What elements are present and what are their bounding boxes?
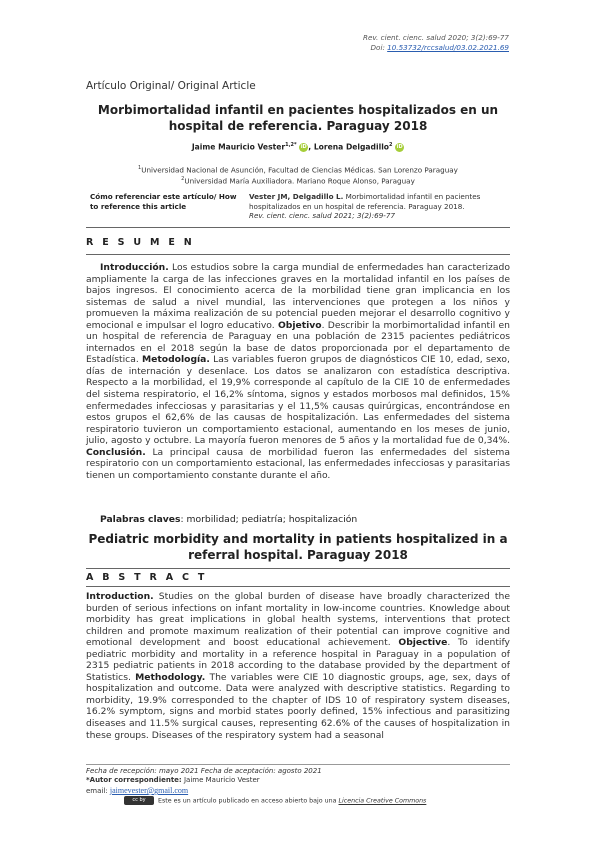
license-text: Este es un artículo publicado en acceso abierto bajo una [158,797,339,805]
doi-link[interactable]: 10.53732/rccsalud/03.02.2021.69 [387,43,509,52]
orcid-icon[interactable]: iD [300,144,307,151]
corr-label: *Autor correspondiente: [86,776,182,784]
affiliation-1 [86,164,510,175]
keywords [100,514,357,525]
affiliation-1-text: Universidad Nacional de Asunción, Facultad de Ciencias Médicas. San Lorenzo Paraguay [141,165,458,175]
resumen-method: Las variables fueron grupos de diagnósticos CIE 10, edad, sexo, días de internación y desenlace. Los datos se analizaron con estadística descriptiva. Respecto a la morbilidad, el 19,9% corresponde al capítulo de la CIE 10 de enfermedades del sistema respiratorio, el 16,2% síntoma, signos y estados morbosos mal definidos, 15% enfermedades infecciosas y parasitarias y el 11,5% causas quirúrgicas, encontrándose en estos grupos el 62,6% de las causas de hospitalización. Las enfermedades del sistema respiratorio tuvieron un comportamiento estacional, aumentando en los meses de junio, julio, agosto y octubre. La mayoría fueron menores de 5 años y la mortalidad fue de 0,34%. [86,354,510,447]
footer-dates: Fecha de recepción: mayo 2021 Fecha de aceptación: agosto 2021 [86,767,322,775]
resumen-intro-label: Introducción. [100,262,169,273]
divider [86,586,510,587]
cite-journal: Rev. cient. cienc. salud 2021; 3(2):69-77 [249,211,396,220]
affiliation-2 [86,175,510,186]
creative-commons-icon[interactable]: cc by [124,796,154,805]
keywords-text: : morbilidad; pediatría; hospitalización [180,514,358,525]
footer-license [124,796,426,805]
email-label: email: [86,787,110,795]
author-separator: , [308,142,314,152]
cite-text: Morbimortalidad infantil en pacientes hospitalizados en un hospital de referencia. Paraguay 2018. [249,192,481,211]
license-link[interactable]: Licencia Creative Commons [338,797,427,805]
resumen-intro: Los estudios sobre la carga mundial de enfermedades han caracterizado ampliamente la carga de las infecciones graves en la mortalidad infantil en los países de bajos ingresos. El conocimiento acerca de la morbilidad tiene gran implicancia en los sistemas de salud a nivel mundial, las intervenciones que protegen a los niños y promueven la máxima realización de su potencial pueden mejorar el desarrollo cognitivo y emocional e impulsar el logro educativo. [86,262,510,331]
doi-label: Doi: [370,43,388,52]
divider [86,254,510,255]
orcid-icon[interactable]: iD [396,144,403,151]
footer-email [86,786,188,795]
abstract-intro: Studies on the global burden of disease have broadly characterized the burden of serious infections on infant mortality in low-income countries. Knowledge about morbidity has great implications in global health systems, interventions that protect children and promote maximum realization of their potential can improve cognitive and emotional development and boost educational achievement. [86,591,510,649]
resumen-body [86,262,510,481]
cite-authors: Vester JM, Delgadillo L. [249,192,344,201]
abstract-body [86,591,510,763]
abstract-objective: . To identify pediatric morbidity and mortality in a reference hospital in Paraguay in a population of 2315 pediatric patients in 2018 according to the database provided by the department of Statistics. [86,637,510,683]
divider [86,227,510,228]
resumen-objective-label: Objetivo [277,319,322,331]
abstract-intro-label: Introduction. [86,591,154,602]
abstract-heading: A B S T R A C T [86,572,208,583]
divider [86,568,510,569]
affiliations [86,164,510,186]
affiliation-2-text: Universidad María Auxiliadora. Mariano Roque Alonso, Paraguay [184,176,415,186]
email-link[interactable]: jaimevester@gmail.com [109,786,189,795]
abstract-method-label: Methodology. [135,671,206,683]
cite-reference [249,192,511,221]
footer-corresponding [86,776,260,784]
author-2: Lorena Delgadillo [313,142,390,152]
resumen-conclusion-label: Conclusión. [86,446,146,458]
article-type: Artículo Original/ Original Article [86,80,256,92]
abstract-objective-label: Objective [398,637,448,649]
resumen-conclusion: La principal causa de morbilidad fueron las enfermedades del sistema respiratorio con un comportamiento estacional, las enfermedades infecciosas y parasitarias tienen un comportamiento constante durante el año. [86,446,510,481]
footer-divider [86,764,510,765]
author-1: Jaime Mauricio Vester [191,142,286,152]
resumen-heading: R E S U M E N [86,237,195,248]
affiliation-1-sup: 1 [138,165,142,171]
resumen-method-label: Metodología. [142,354,210,366]
doi-line [363,43,509,53]
journal-citation-block [363,33,509,53]
cite-label: Cómo referenciar este artículo/ How to reference this article [90,192,237,211]
corr-name: Jaime Mauricio Vester [181,776,260,784]
author-1-sup: 1,2* [285,142,297,148]
title-english: Pediatric morbidity and mortality in patients hospitalized in a referral hospital. Paraguay 2018 [88,532,508,562]
authors-line [86,142,510,152]
author-2-sup: 2 [389,142,393,148]
journal-citation: Rev. cient. cienc. salud 2020; 3(2):69-77 [362,33,509,42]
title-spanish: Morbimortalidad infantil en pacientes hospitalizados en un hospital de referencia. Paraguay 2018 [97,103,499,133]
keywords-label: Palabras claves [100,514,181,525]
abstract-method: The variables were CIE 10 diagnostic groups, age, sex, days of hospitalization and outcome. Data were analyzed with descriptive statistics. Regarding to morbidity, 19.9% corresponded to the chapter of IDS 10 of respiratory system diseases, 16.2% symptom, signs and morbid states poorly defined, 15% infectious and parasitizing diseases and 11.5% surgical causes, representing 62.6% of the causes of hospitalization in these groups. Diseases of the respiratory system had a seasonal [86,671,510,741]
resumen-objective: . Describir la morbimortalidad infantil en un hospital de referencia de Paraguay en una población de 2315 pacientes pediátricos internados en el 2018 según la base de datos proporcionada por el departamento de Estadística. [86,319,510,366]
affiliation-2-sup: 2 [181,175,185,182]
